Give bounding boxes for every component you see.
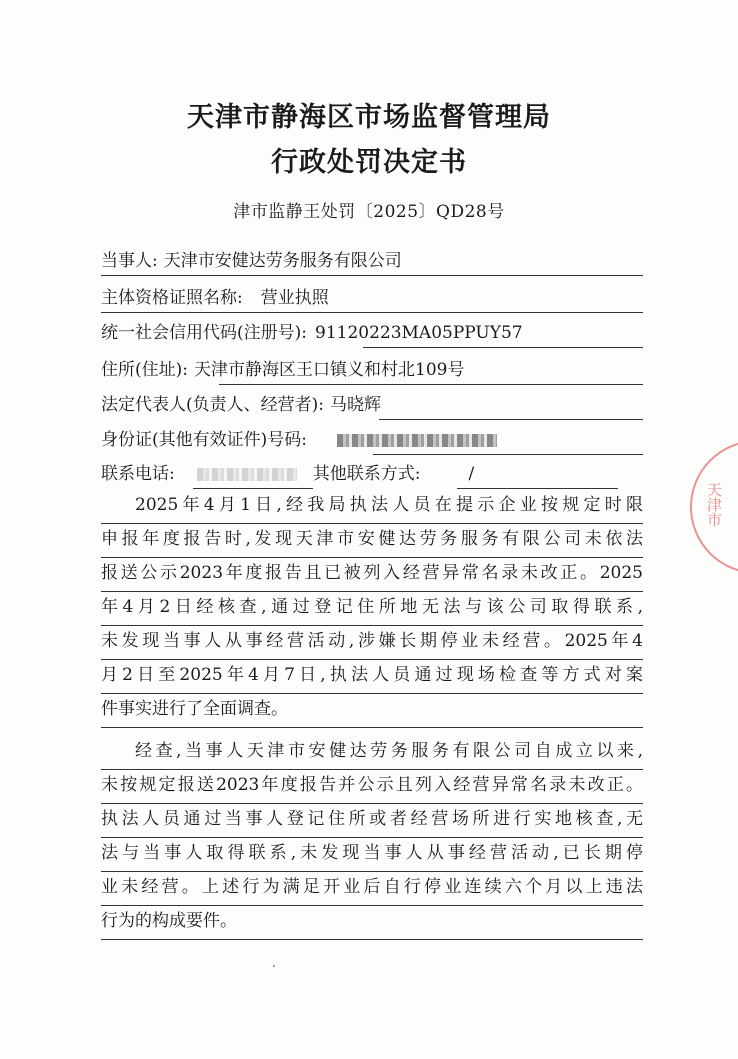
license-label: 主体资格证照名称:	[101, 288, 243, 308]
legal-rep-label: 法定代表人(负责人、经营者):	[101, 395, 324, 415]
paragraph-line: 法与当事人取得联系,未发现当事人从事经营活动,已长期停	[101, 838, 643, 872]
paragraph-line: 未发现当事人从事经营活动,涉嫌长期停业未经营。2025年4	[101, 626, 643, 660]
address-label: 住所(住址):	[101, 360, 188, 380]
credit-code-label: 统一社会信用代码(注册号):	[101, 323, 307, 343]
paragraph-line: 年4月2日经核查,通过登记住所地无法与该公司取得联系,	[101, 592, 643, 626]
legal-rep-value: 马晓辉	[330, 395, 381, 415]
paragraph-line: 2025年4月1日,经我局执法人员在提示企业按规定时限	[101, 490, 643, 524]
paragraph-line: 报送公示2023年度报告且已被列入经营异常名录未改正。2025	[101, 558, 643, 592]
license-row	[101, 283, 643, 315]
paragraph-line: 件事实进行了全面调查。	[101, 694, 643, 728]
id-row	[101, 425, 643, 457]
license-value: 营业执照	[260, 288, 329, 308]
paragraph-line: 月2日至2025年4月7日,执法人员通过现场检查等方式对案	[101, 660, 643, 694]
seal-text: 天津市	[705, 482, 723, 527]
id-label: 身份证(其他有效证件)号码:	[101, 430, 307, 450]
redacted-id-number	[337, 434, 497, 447]
facts-paragraph	[101, 490, 643, 728]
paragraph-line: 业未经营。上述行为满足开业后自行停业连续六个月以上违法	[101, 872, 643, 906]
document-title: 行政处罚决定书	[271, 147, 467, 178]
redacted-phone	[197, 468, 297, 481]
phone-row	[101, 459, 643, 491]
party-label: 当事人:	[101, 251, 158, 271]
legal-rep-row	[101, 390, 643, 422]
party-value: 天津市安健达劳务服务有限公司	[163, 251, 402, 271]
document-number: 津市监静王处罚〔2025〕QD28号	[233, 202, 505, 222]
paragraph-line: 申报年度报告时,发现天津市安健达劳务服务有限公司未依法	[101, 524, 643, 558]
scan-speck	[273, 965, 275, 967]
findings-paragraph	[101, 736, 643, 940]
authority-title: 天津市静海区市场监督管理局	[187, 102, 551, 133]
official-seal-stamp	[690, 440, 738, 574]
paragraph-line: 执法人员通过当事人登记住所或者经营场所进行实地核查,无	[101, 804, 643, 838]
other-contact-value: /	[468, 464, 475, 484]
party-row	[101, 246, 643, 278]
address-value: 天津市静海区王口镇义和村北109号	[194, 360, 465, 380]
paragraph-line: 行为的构成要件。	[101, 906, 643, 940]
address-row	[101, 355, 643, 387]
other-contact-label: 其他联系方式:	[312, 464, 421, 484]
credit-code-value: 91120223MA05PPUY57	[315, 323, 523, 343]
paragraph-line: 经查,当事人天津市安健达劳务服务有限公司自成立以来,	[101, 736, 643, 770]
paragraph-line: 未按规定报送2023年度报告并公示且列入经营异常名录未改正。	[101, 770, 643, 804]
credit-code-row	[101, 318, 643, 350]
phone-label: 联系电话:	[101, 464, 175, 484]
